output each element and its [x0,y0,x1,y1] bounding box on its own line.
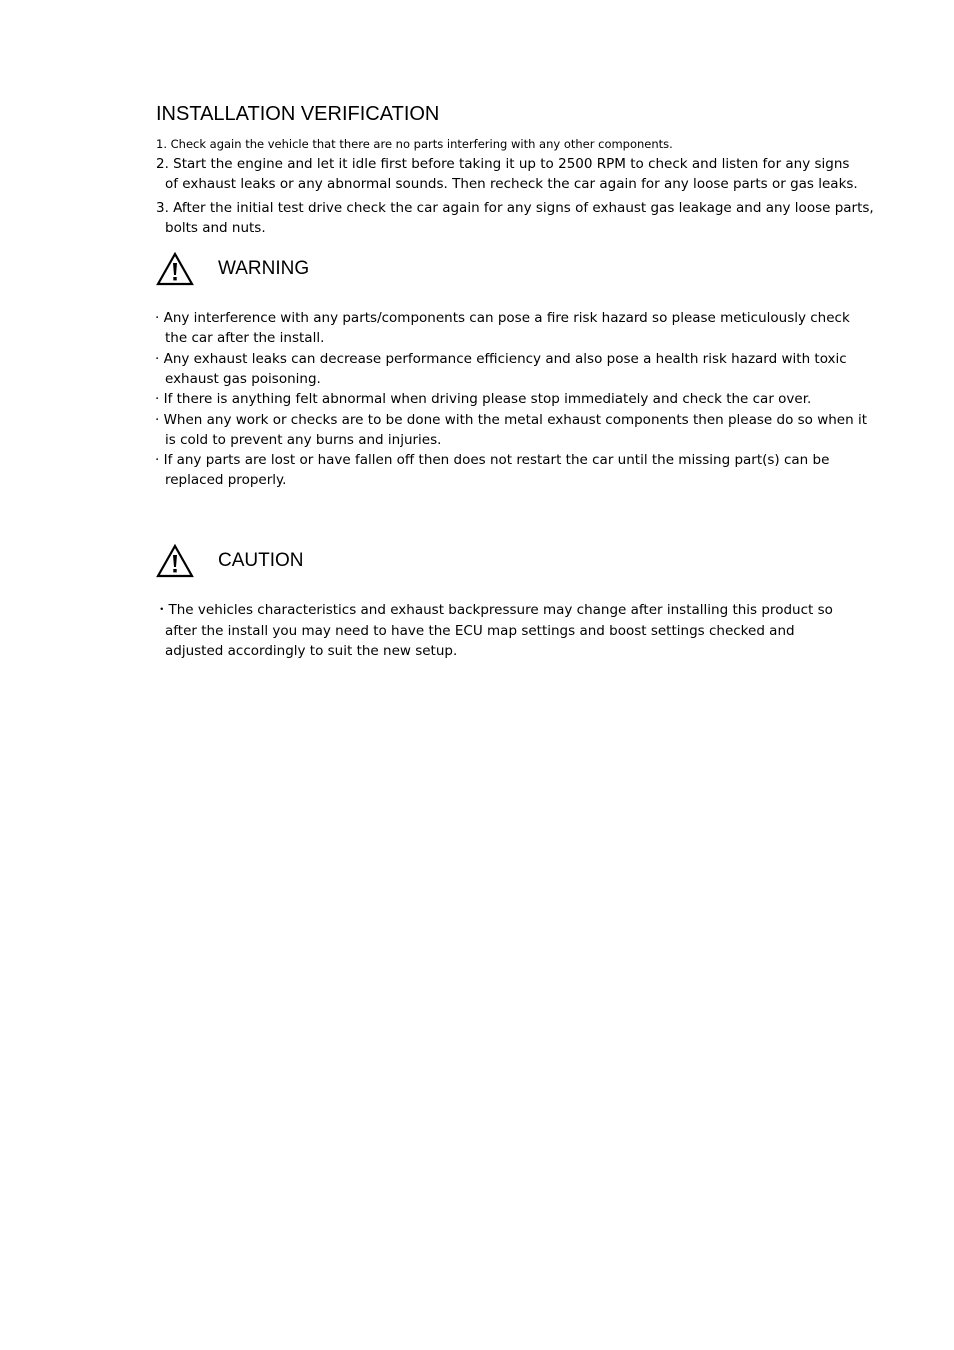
warning-triangle-icon [156,252,194,286]
warning-item: · If there is anything felt abnormal when driving please stop immediately and check the car over. [155,391,812,407]
warning-triangle-icon [156,544,194,578]
step-3: 3. After the initial test drive check the car again for any signs of exhaust gas leakage and any loose parts, bolts and nuts. [156,200,874,236]
warning-item: · If any parts are lost or have fallen off then does not restart the car until the missing part(s) can be replaced properly. [155,452,830,488]
warning-title: WARNING [218,258,310,279]
verification-steps [156,136,876,238]
caution-paragraph: ・The vehicles characteristics and exhaust backpressure may change after installing this product so after the install you may need to have the ECU map settings and boost settings checked and adjusted accordingly to suit the new setup. [155,602,833,659]
step-1: 1. Check again the vehicle that there are no parts interfering with any other components. [156,137,673,151]
warning-item: · When any work or checks are to be done with the metal exhaust components then please do so when it is cold to prevent any burns and injuries. [155,411,868,448]
caution-title: CAUTION [218,550,304,571]
warning-item: · Any exhaust leaks can decrease performance efficiency and also pose a health risk hazard with toxic exhaust gas poisoning. [155,350,847,387]
warning-item: · Any interference with any parts/components can pose a fire risk hazard so please meticulously check the car after the install. [155,310,850,346]
warning-list [155,308,875,491]
step-2: 2. Start the engine and let it idle first before taking it up to 2500 RPM to check and listen for any signs of exhaust leaks or any abnormal sounds. Then recheck the car again for any loose parts or gas leaks. [156,156,858,192]
page-title: INSTALLATION VERIFICATION [156,103,440,125]
